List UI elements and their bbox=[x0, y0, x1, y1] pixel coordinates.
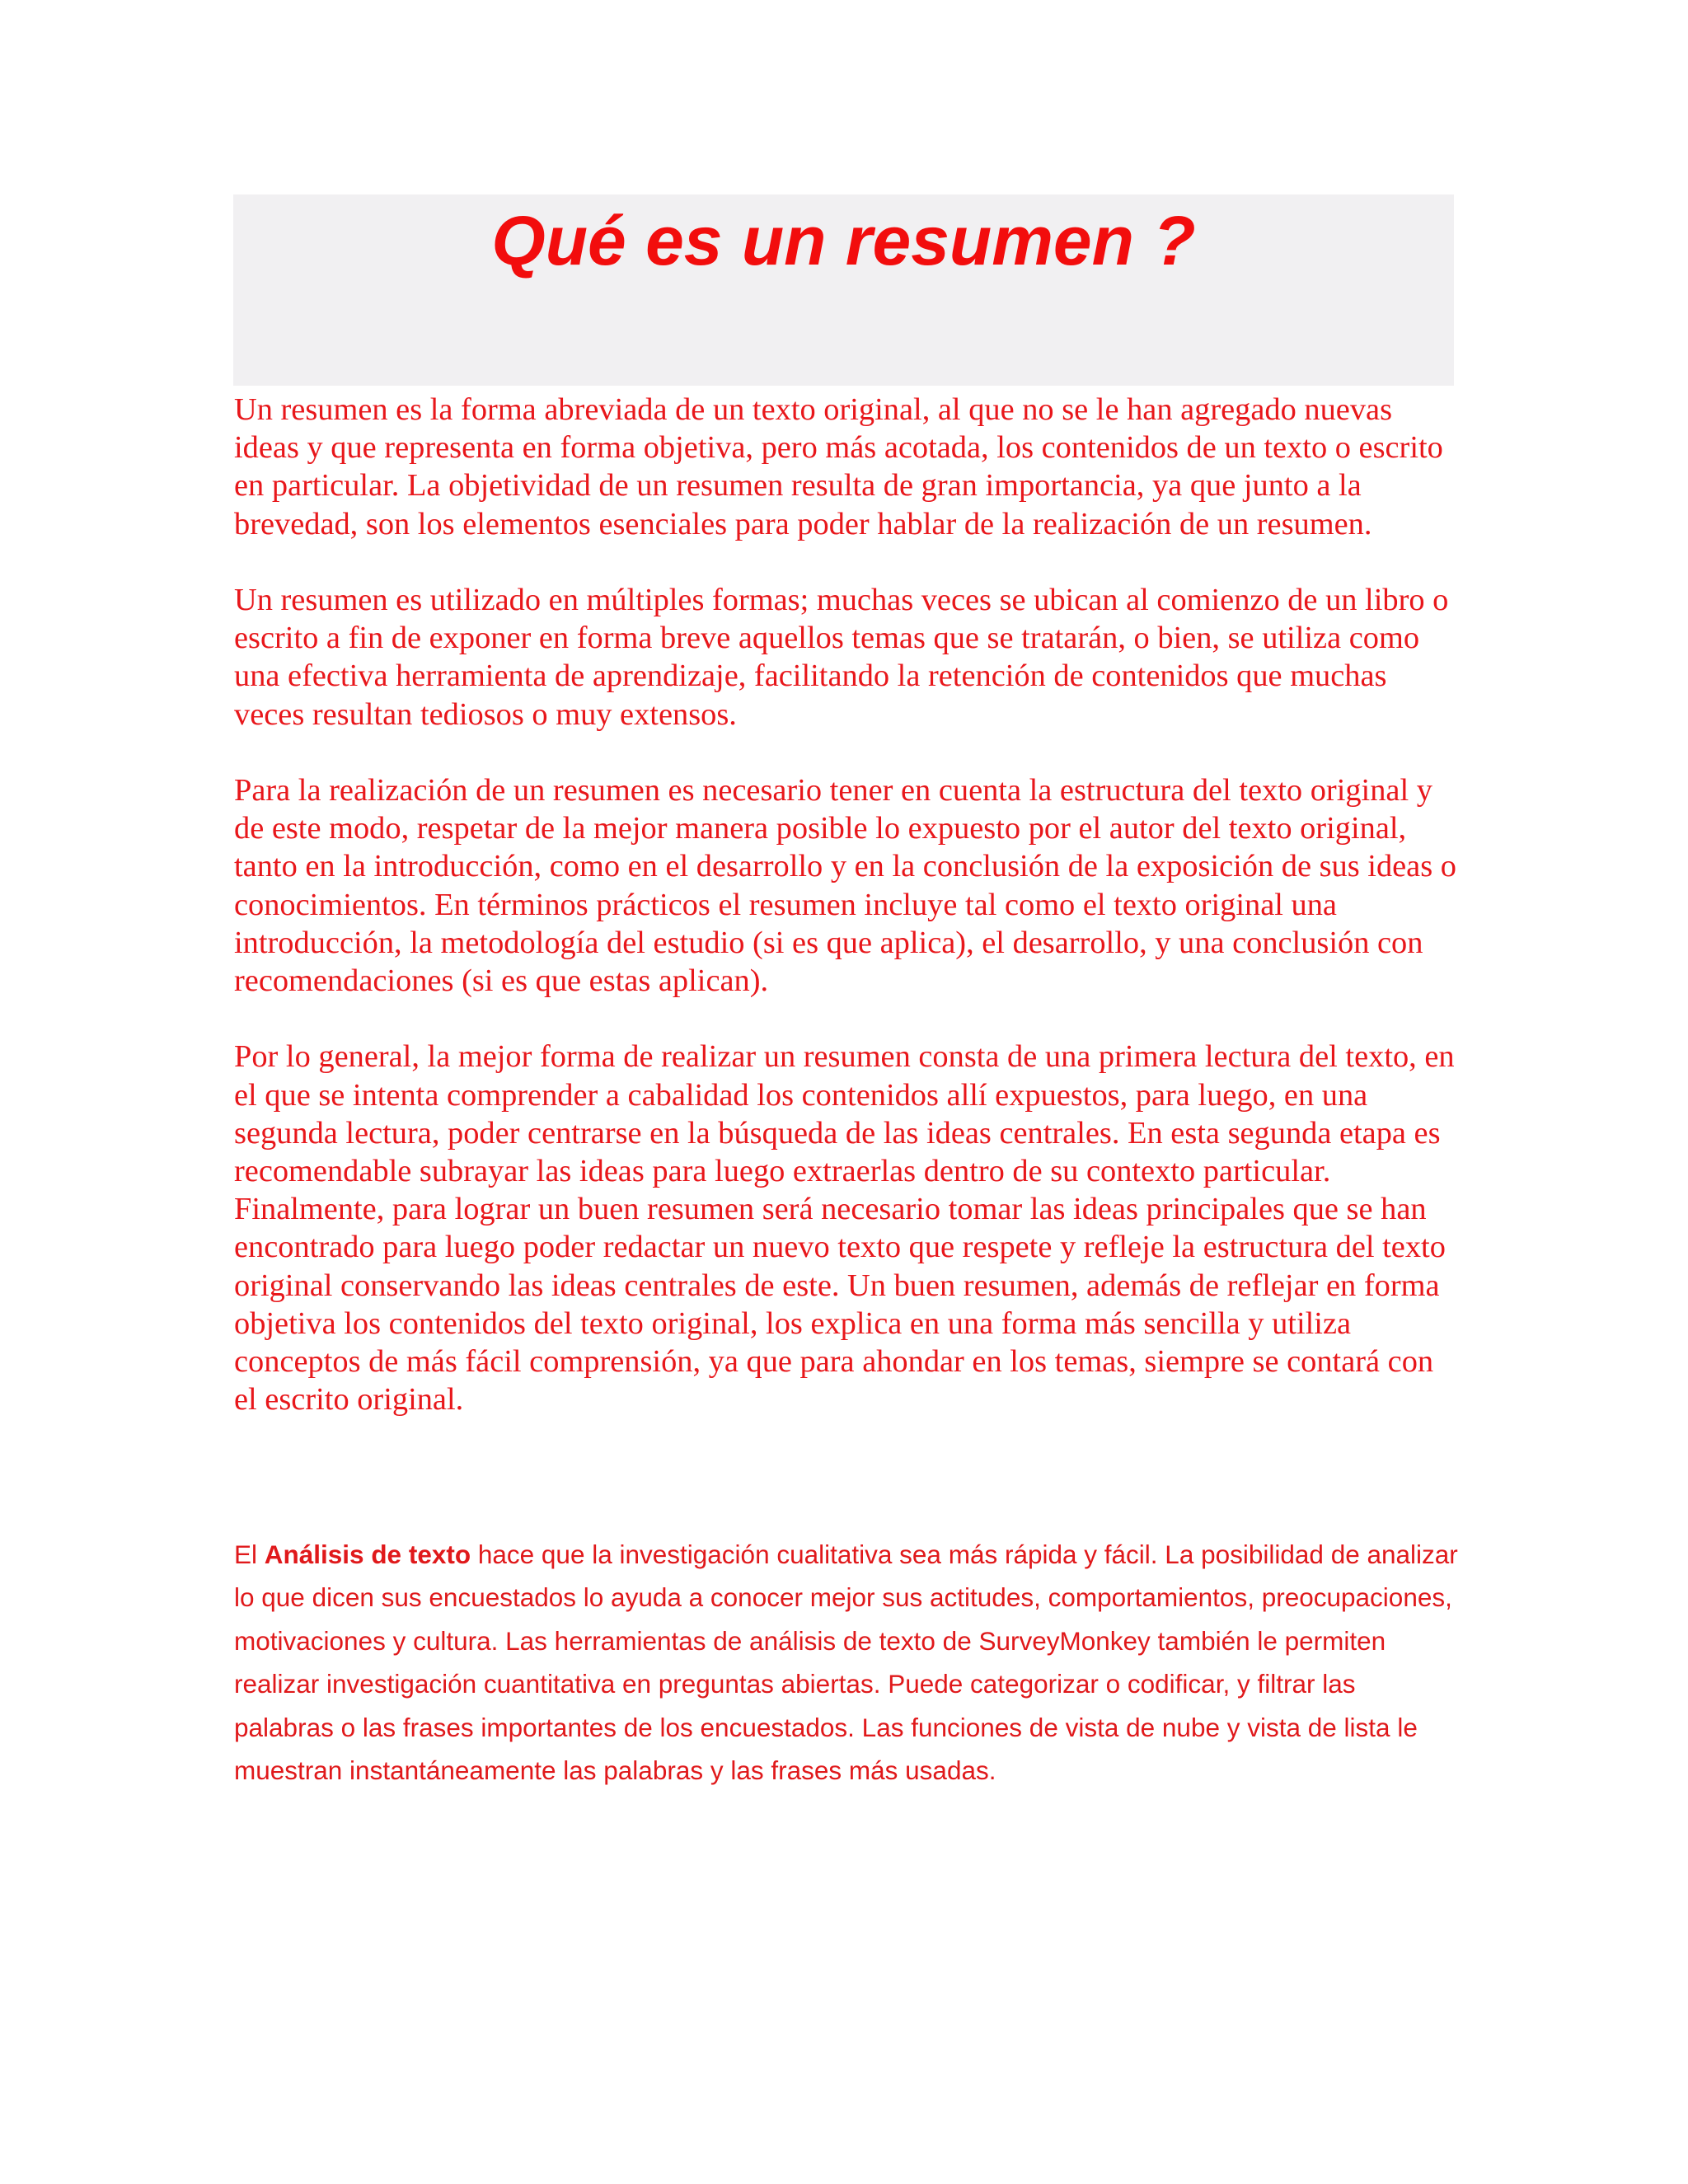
title-banner bbox=[233, 194, 1454, 386]
paragraph-structure: Para la realización de un resumen es necesario tener en cuenta la estructura del texto original y de este modo, respetar de la mejor manera posible lo expuesto por el autor del texto original, tanto en la introducción, como en el desarrollo y en la conclusión de la exposición de sus ideas o conocimientos. En términos prácticos el resumen incluye tal como el texto original una introducción, la metodología del estudio (si es que aplica), el desarrollo, y una conclusión con recomendaciones (si es que estas aplican). bbox=[234, 773, 1456, 999]
analysis-section bbox=[234, 1533, 1462, 1792]
paragraph-analysis bbox=[234, 1533, 1462, 1792]
analysis-text: hace que la investigación cualitativa sea más rápida y fácil. La posibilidad de analizar lo que dicen sus encuestados lo ayuda a conocer mejor sus actitudes, comportamientos, preocupaciones, motivaciones y cultura. Las herramientas de análisis de texto de SurveyMonkey también le permiten realizar investigación cuantitativa en preguntas abiertas. Puede categorizar o codificar, y filtrar las palabras o las frases importantes de los encuestados. Las funciones de vista de nube y vista de lista le muestran instantáneamente las palabras y las frases más usadas. bbox=[234, 1540, 1458, 1786]
analysis-prefix: El bbox=[234, 1540, 265, 1569]
summary-body bbox=[234, 391, 1462, 1457]
page-title: Qué es un resumen ? bbox=[491, 202, 1196, 279]
paragraph-uses: Un resumen es utilizado en múltiples formas; muchas veces se ubican al comienzo de un libro o escrito a fin de exponer en forma breve aquellos temas que se tratarán, o bien, se utiliza como una efectiva herramienta de aprendizaje, facilitando la retención de contenidos que muchas veces resultan tediosos o muy extensos. bbox=[234, 583, 1449, 732]
paragraph-definition: Un resumen es la forma abreviada de un texto original, al que no se le han agregado nuevas ideas y que representa en forma objetiva, pero más acotada, los contenidos de un texto o escrito en particular. La objetividad de un resumen resulta de gran importancia, ya que junto a la brevedad, son los elementos esenciales para poder hablar de la realización de un resumen. bbox=[234, 392, 1443, 541]
analysis-bold-term: Análisis de texto bbox=[264, 1540, 471, 1569]
paragraph-method: Por lo general, la mejor forma de realizar un resumen consta de una primera lectura del texto, en el que se intenta comprender a cabalidad los contenidos allí expuestos, para luego, en una segunda lectura, poder centrarse en la búsqueda de las ideas centrales. En esta segunda etapa es recomendable subrayar las ideas para luego extraerlas dentro de su contexto particular. Finalmente, para lograr un buen resumen será necesario tomar las ideas principales que se han encontrado para luego poder redactar un nuevo texto que respete y refleje la estructura del texto original conservando las ideas centrales de este. Un buen resumen, además de reflejar en forma objetiva los contenidos del texto original, los explica en una forma más sencilla y utiliza conceptos de más fácil comprensión, ya que para ahondar en los temas, siempre se contará con el escrito original. bbox=[234, 1039, 1455, 1418]
